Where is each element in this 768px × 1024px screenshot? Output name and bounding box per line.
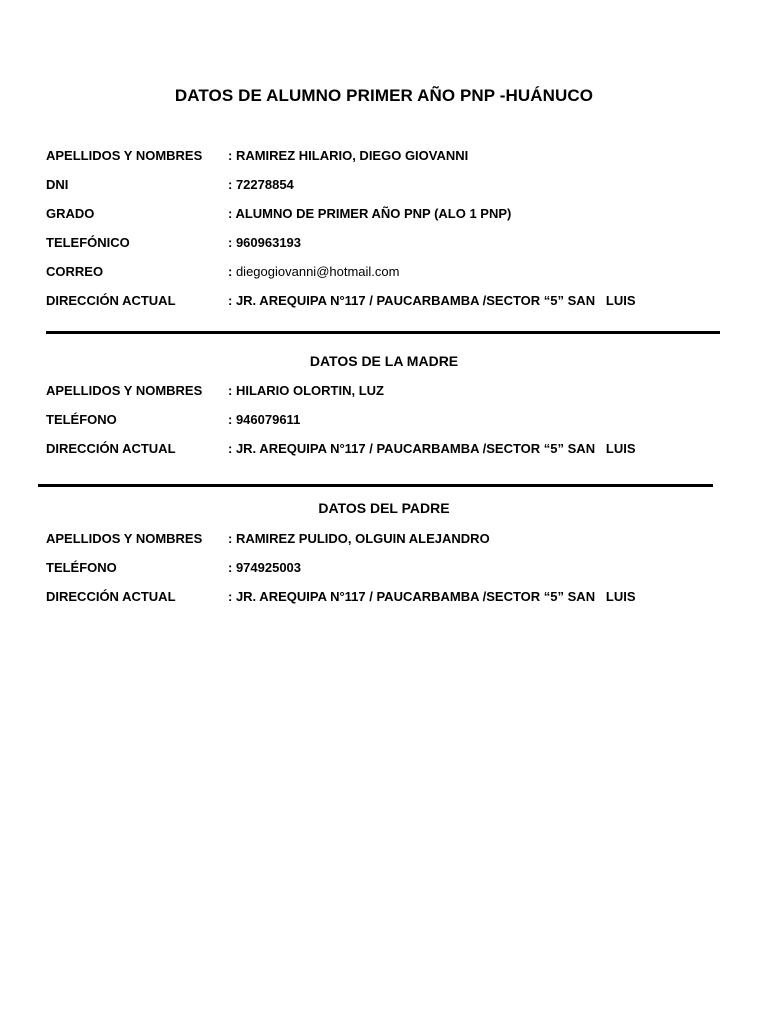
student-row-email xyxy=(46,264,746,282)
mother-row-address xyxy=(46,441,746,459)
section-title-mother: DATOS DE LA MADRE xyxy=(309,353,459,369)
field-value xyxy=(228,264,399,279)
father-row-full-name xyxy=(46,531,746,549)
section-divider xyxy=(46,331,720,334)
student-row-full-name xyxy=(46,148,746,166)
field-label: GRADO xyxy=(46,206,95,221)
field-label: CORREO xyxy=(46,264,104,279)
field-value: : JR. AREQUIPA N°117 / PAUCARBAMBA /SECTOR “5” SAN LUIS xyxy=(228,293,636,308)
field-label: DIRECCIÓN ACTUAL xyxy=(46,293,176,308)
field-label: TELEFÓNICO xyxy=(46,235,130,250)
student-row-phone xyxy=(46,235,746,253)
student-row-dni xyxy=(46,177,746,195)
field-value: : RAMIREZ PULIDO, OLGUIN ALEJANDRO xyxy=(228,531,490,546)
field-label: DIRECCIÓN ACTUAL xyxy=(46,441,176,456)
field-label: APELLIDOS Y NOMBRES xyxy=(46,148,203,163)
field-label: DIRECCIÓN ACTUAL xyxy=(46,589,176,604)
field-value: : 72278854 xyxy=(228,177,294,192)
field-value: : 974925003 xyxy=(228,560,302,575)
mother-row-phone xyxy=(46,412,746,430)
field-value: : RAMIREZ HILARIO, DIEGO GIOVANNI xyxy=(228,148,469,163)
email-link[interactable]: diegogiovanni@hotmail.com xyxy=(235,264,400,279)
student-row-address xyxy=(46,293,746,311)
field-value: : 946079611 xyxy=(228,412,301,427)
section-title-father: DATOS DEL PADRE xyxy=(318,500,450,516)
value-prefix: : xyxy=(228,264,236,279)
field-label: TELÉFONO xyxy=(46,412,117,427)
page-title: DATOS DE ALUMNO PRIMER AÑO PNP -HUÁNUCO xyxy=(174,86,594,105)
field-label: APELLIDOS Y NOMBRES xyxy=(46,383,203,398)
field-label: TELÉFONO xyxy=(46,560,117,575)
field-value: : HILARIO OLORTIN, LUZ xyxy=(228,383,384,398)
father-row-phone xyxy=(46,560,746,578)
field-value: : 960963193 xyxy=(228,235,302,250)
section-divider xyxy=(38,484,713,487)
field-value: : JR. AREQUIPA N°117 / PAUCARBAMBA /SECTOR “5” SAN LUIS xyxy=(228,441,636,456)
field-value: : ALUMNO DE PRIMER AÑO PNP (ALO 1 PNP) xyxy=(228,206,512,221)
field-label: APELLIDOS Y NOMBRES xyxy=(46,531,203,546)
field-value: : JR. AREQUIPA N°117 / PAUCARBAMBA /SECTOR “5” SAN LUIS xyxy=(228,589,636,604)
field-label: DNI xyxy=(46,177,69,192)
student-row-grade xyxy=(46,206,746,224)
mother-row-full-name xyxy=(46,383,746,401)
father-row-address xyxy=(46,589,746,607)
